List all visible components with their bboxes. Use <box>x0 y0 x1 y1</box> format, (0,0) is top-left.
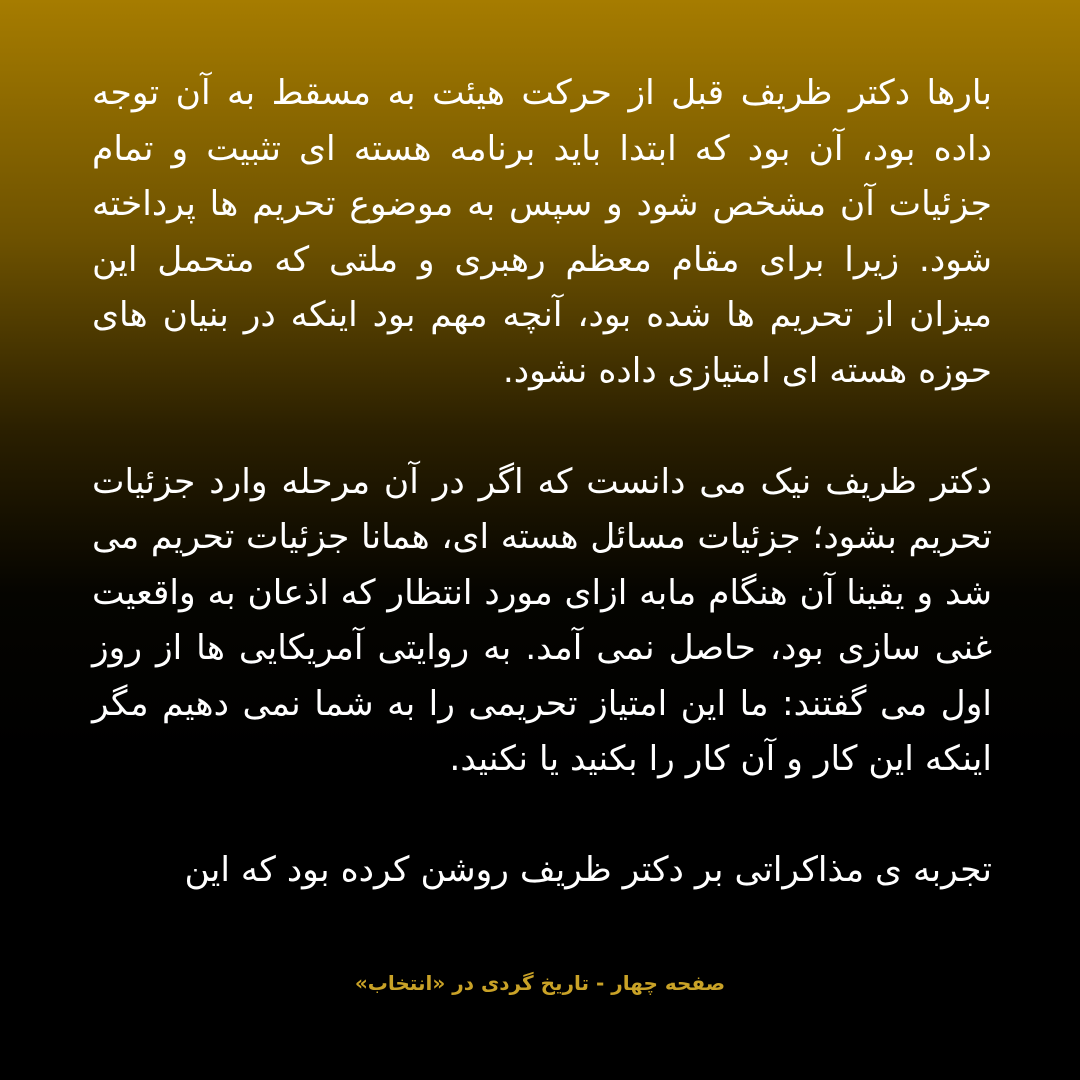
paragraph-1: بارها دکتر ظریف قبل از حرکت هیئت به مسقط به آن توجه داده بود، آن بود که ابتدا باید برنامه هسته ای تثبیت و تمام جزئیات آن مشخص شود و سپس به موضوع تحریم ها پرداخته شود. زیرا برای مقام معظم رهبری و ملتی که متحمل این میزان از تحریم ها شده بود، آنچه مهم بود اینکه در بنیان های حوزه هسته ای امتیازی داده نشود. <box>92 73 992 391</box>
page-footer: صفحه چهار - تاریخ گردی در «انتخاب» <box>354 971 726 995</box>
article-body <box>92 66 992 899</box>
paragraph-3: تجربه ی مذاکراتی بر دکتر ظریف روشن کرده بود که این <box>184 850 992 890</box>
paragraph-2: دکتر ظریف نیک می دانست که اگر در آن مرحله وارد جزئیات تحریم بشود؛ جزئیات مسائل هسته ای، همانا جزئیات تحریم می شد و یقینا آن هنگام مابه ازای مورد انتظار که اذعان به واقعیت غنی سازی بود، حاصل نمی آمد. به روایتی آمریکایی ها از روز اول می گفتند: ما این امتیاز تحریمی را به شما نمی دهیم مگر اینکه این کار و آن کار را بکنید یا نکنید. <box>92 461 992 779</box>
